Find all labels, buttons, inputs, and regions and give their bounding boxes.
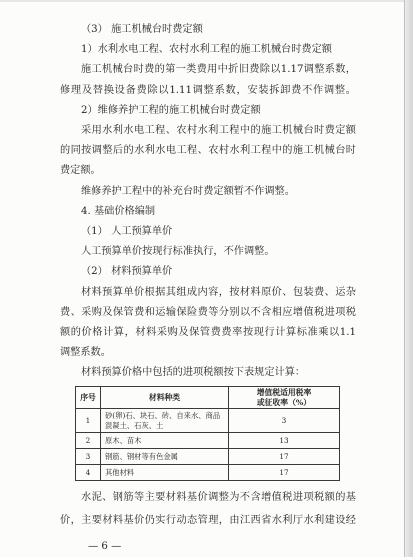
- subsection-heading-material-price: （2） 材料预算单价: [81, 266, 173, 278]
- table-row: [76, 449, 340, 465]
- table-header-row: [76, 387, 340, 409]
- paragraph-line: 价，主要材料基价仍实行动态管理，由江西省水利厅水利建设经: [60, 515, 356, 526]
- table-cell-material: 钢筋、钢材等有色金属: [101, 449, 229, 465]
- table-intro-line: 材料预算价格中包括的进项税额按下表规定计算：: [81, 367, 306, 379]
- table-cell-material: 砂(卵)石、块石、砖、自来水、商品混凝土、石灰、土: [101, 409, 229, 433]
- table-cell-material: 原木、苗木: [101, 433, 229, 449]
- table-body: [76, 409, 340, 481]
- table-cell-rate: 13: [229, 433, 340, 449]
- section-heading-basic-price: 4. 基础价格编制: [81, 205, 156, 217]
- paragraph-line: 费定额。: [60, 165, 101, 177]
- table-header: [76, 387, 340, 409]
- paragraph-line: 水泥、钢筋等主要材料基价调整为不含增值税进项税额的基: [81, 492, 356, 503]
- table-header-rate-label: 增值税适用税率或征收率（%）: [256, 387, 312, 407]
- table-row: [76, 465, 340, 481]
- page-number: — 6 —: [88, 541, 122, 552]
- paragraph-line: 材料预算单价根据其组成内容，按材料原价、包装费、运杂: [81, 286, 356, 298]
- table-cell-rate: 17: [229, 465, 340, 481]
- table-cell-material: 其他材料: [101, 465, 229, 481]
- page-top-edge: [0, 0, 413, 2]
- paragraph-line: 维修养护工程中的补充台时费定额暂不作调整。: [81, 185, 295, 197]
- table-cell-rate: 17: [229, 449, 340, 465]
- item-heading-maintenance-machinery: 2）维修养护工程的施工机械台时费定额: [81, 104, 261, 116]
- table-header-cell-rate: [229, 387, 340, 409]
- table-cell-rate: 3: [229, 409, 340, 433]
- body-text-before-table: [60, 20, 356, 384]
- paragraph-line: 调整系数。: [60, 347, 111, 359]
- table-row: [76, 433, 340, 449]
- table-cell-number: 1: [76, 409, 101, 433]
- table-cell-number: 4: [76, 465, 101, 481]
- table-header-cell-material: 材料种类: [101, 387, 229, 409]
- paragraph-line: 修理及替换设备费除以1.11调整系数，安装拆卸费不作调整。: [60, 84, 356, 96]
- subsection-heading-machinery-hourly-rates: （3） 施工机械台时费定额: [81, 24, 203, 35]
- subsection-heading-labor-price: （1） 人工预算单价: [81, 226, 173, 238]
- vat-rate-table: [75, 386, 340, 481]
- page-right-edge-shadow: [404, 0, 413, 557]
- paragraph-line: 额的价格计算，材料采购及保管费费率按现行计算标准乘以1.1: [60, 327, 356, 339]
- table-row: [76, 409, 340, 433]
- paragraph-line: 费、采购及保管费和运输保险费等分别以不含相应增值税进项税: [60, 306, 356, 318]
- table-cell-number: 2: [76, 433, 101, 449]
- body-text-after-table: [60, 486, 356, 532]
- paragraph-line: 采用水利水电工程、农村水利工程中的施工机械台时费定额: [81, 125, 356, 137]
- paragraph-line: 的同按调整后的水利水电工程、农村水利工程中的施工机械台时: [60, 145, 356, 157]
- paragraph-line: 施工机械台时费的第一类费用中折旧费除以1.17调整系数，: [81, 64, 356, 76]
- paragraph-line: 人工预算单价按现行标准执行，不作调整。: [81, 246, 275, 258]
- table-cell-number: 3: [76, 449, 101, 465]
- item-heading-water-conservancy-machinery: 1）水利水电工程、农村水利工程的施工机械台时费定额: [81, 44, 332, 56]
- table-header-cell-number: 序号: [76, 387, 101, 409]
